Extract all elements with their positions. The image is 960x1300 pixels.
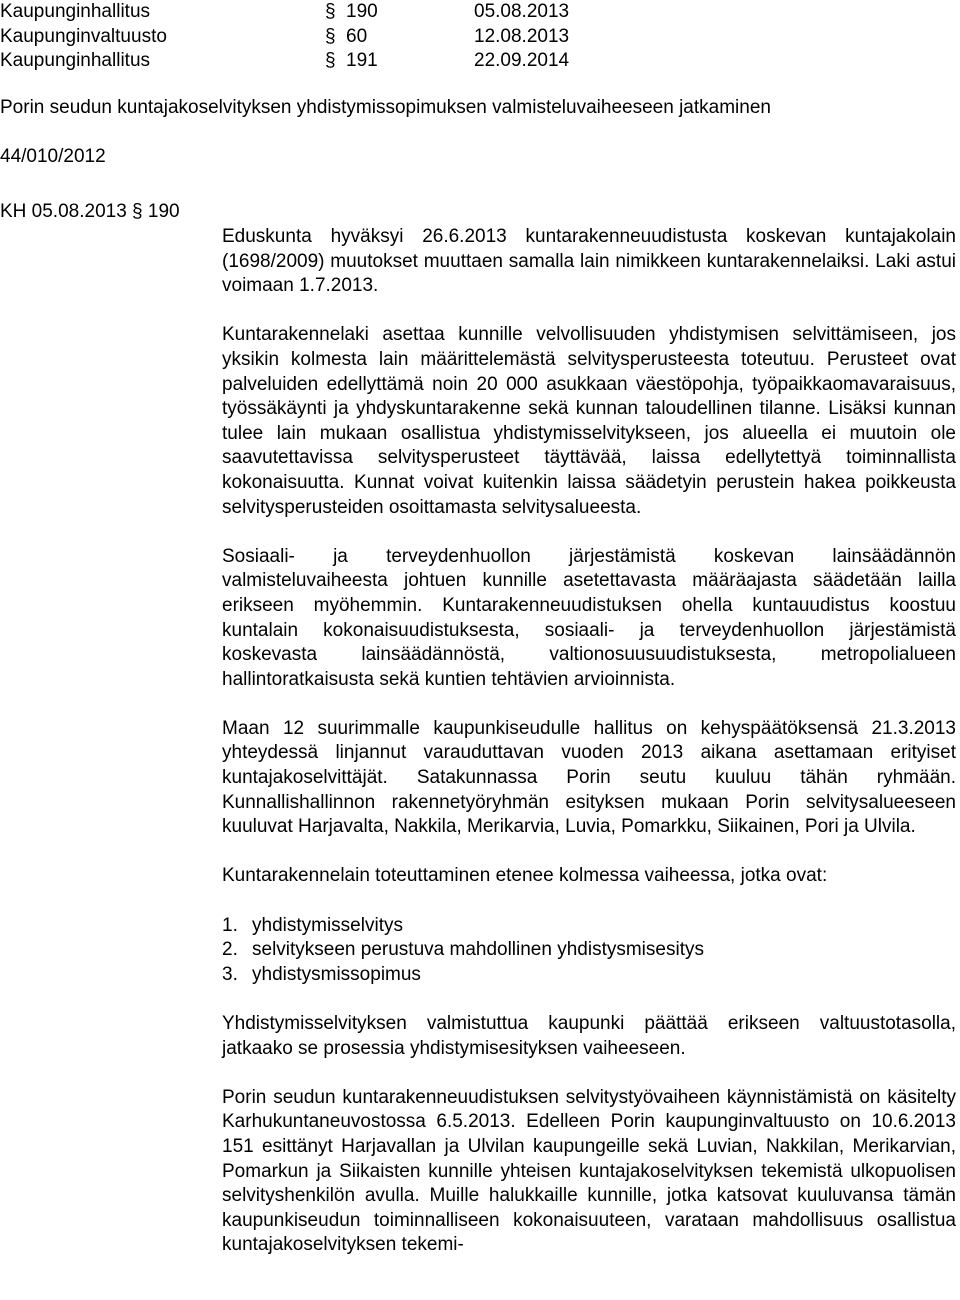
phases-list [222, 914, 956, 988]
meeting-row [0, 0, 960, 25]
paragraph-decision: Yhdistymisselvityksen valmistuttua kaupunki päättää erikseen valtuustotasolla, jatkaako se prosessia yhdistymisesityksen vaiheeseen. [222, 1013, 956, 1059]
section-sign: § [325, 1, 336, 22]
kh-reference: KH 05.08.2013 § 190 [0, 201, 180, 222]
list-item [222, 963, 956, 988]
paragraph-phases-intro: Kuntarakennelain toteuttaminen etenee kolmessa vaiheessa, jotka ovat: [222, 865, 828, 887]
paragraph-preparation: Porin seudun kuntarakenneuudistuksen selvitystyövaiheen käynnistämistä on käsitelty Karhukuntaneuvostossa 6.5.2013. Edelleen Porin kaupunginvaltuusto on 10.6.2013 151 esittänyt Harjavallan ja Ulvilan kaupungeille sekä Luvian, Nakkilan, Merikarvian, Pomarkun ja Siikaisten kunnille yhteisen kuntajakoselvityksen tekemistä ulkopuolisen selvityshenkilön avulla. Muille halukkaille kunnille, jotka katsovat kuuluvansa tämän kaupunkiseudun toiminnalliseen kokonaisuuteen, varataan mahdollisuus osallistua kuntajakoselvityksen tekemi- [222, 1086, 956, 1256]
meeting-body: Kaupunginhallitus [0, 1, 151, 22]
meeting-row [0, 49, 960, 74]
meeting-row [0, 25, 960, 50]
meeting-body: Kaupunginvaltuusto [0, 25, 167, 47]
paragraph-city-regions: Maan 12 suurimmalle kaupunkiseudulle hallitus on kehyspäätöksensä 21.3.2013 yhteydessä linjannut varauduttavan vuoden 2013 aikana asettamaan erityiset kuntajakoselvittäjät. Satakunnassa Porin seutu kuuluu tähän ryhmään. Kunnallishallinnon rakennetyöryhmän esityksen mukaan Porin selvitysalueeseen kuuluvat Harjavalta, Nakkila, Merikarvia, Luvia, Pomarkku, Siikainen, Pori ja Ulvila. [222, 717, 956, 838]
meeting-date: 22.09.2014 [474, 50, 570, 72]
paragraph-social-health: Sosiaali- ja terveydenhuollon järjestämistä koskevan lainsäädännön valmisteluvaiheesta johtuen kunnille asetettavasta määräajasta säädetään lailla erikseen myöhemmin. Kuntarakenneuudistuksen ohella kuntauudistus koostuu kuntalain kokonaisuudistuksesta, sosiaali- ja terveydenhuollon järjestämistä koskevasta lainsäädännöstä, valtionosuusuudistuksesta, metropolialueen hallintoratkaisusta sekä kuntien tehtävien arvioinnista. [222, 545, 956, 690]
document-title: Porin seudun kuntajakoselvityksen yhdistymissopimuksen valmisteluvaiheeseen jatkaminen [0, 97, 771, 118]
list-item [222, 938, 956, 963]
section-sign: § [325, 25, 336, 47]
document-body [222, 225, 956, 1283]
meeting-section-number: 60 [346, 25, 368, 47]
list-item [222, 914, 956, 939]
case-number: 44/010/2012 [0, 146, 106, 167]
meeting-section-number: 190 [346, 1, 378, 22]
meeting-date: 05.08.2013 [474, 1, 570, 22]
meeting-date: 12.08.2013 [474, 25, 570, 47]
list-number: 3. [222, 963, 238, 985]
meeting-list [0, 0, 960, 74]
list-number: 1. [222, 914, 238, 936]
list-item-text: yhdistysmissopimus [252, 963, 421, 985]
meeting-body: Kaupunginhallitus [0, 50, 151, 72]
list-item-text: yhdistymisselvitys [252, 914, 403, 936]
meeting-section-number: 191 [346, 50, 378, 72]
paragraph-law-adopted: Eduskunta hyväksyi 26.6.2013 kuntarakenneuudistusta koskevan kuntajakolain (1698/2009) muutokset muuttaen samalla lain nimikkeen kuntarakennelaiksi. Laki astui voimaan 1.7.2013. [222, 226, 956, 297]
paragraph-obligation: Kuntarakennelaki asettaa kunnille velvollisuuden yhdistymisen selvittämiseen, jos yksikin kolmesta lain määrittelemästä selvitysperusteesta toteutuu. Perusteet ovat palveluiden edellyttämä noin 20 000 asukkaan väestöpohja, työpaikkaomavaraisuus, työssäkäynti ja yhdyskuntarakenne sekä kunnan taloudellinen tilanne. Lisäksi kunnan tulee lain mukaan osallistua yhdistymisselvitykseen, jos alueella ei muutoin ole saavutettavissa selvitysperusteet täyttävää, laissa edellytettyä toiminnallista kokonaisuutta. Kunnat voivat kuitenkin laissa säädetyin perustein hakea poikkeusta selvitysperusteiden osoittamasta selvitysalueesta. [222, 324, 956, 518]
list-item-text: selvitykseen perustuva mahdollinen yhdistysmisesitys [252, 939, 704, 961]
list-number: 2. [222, 939, 238, 961]
section-sign: § [325, 50, 336, 72]
